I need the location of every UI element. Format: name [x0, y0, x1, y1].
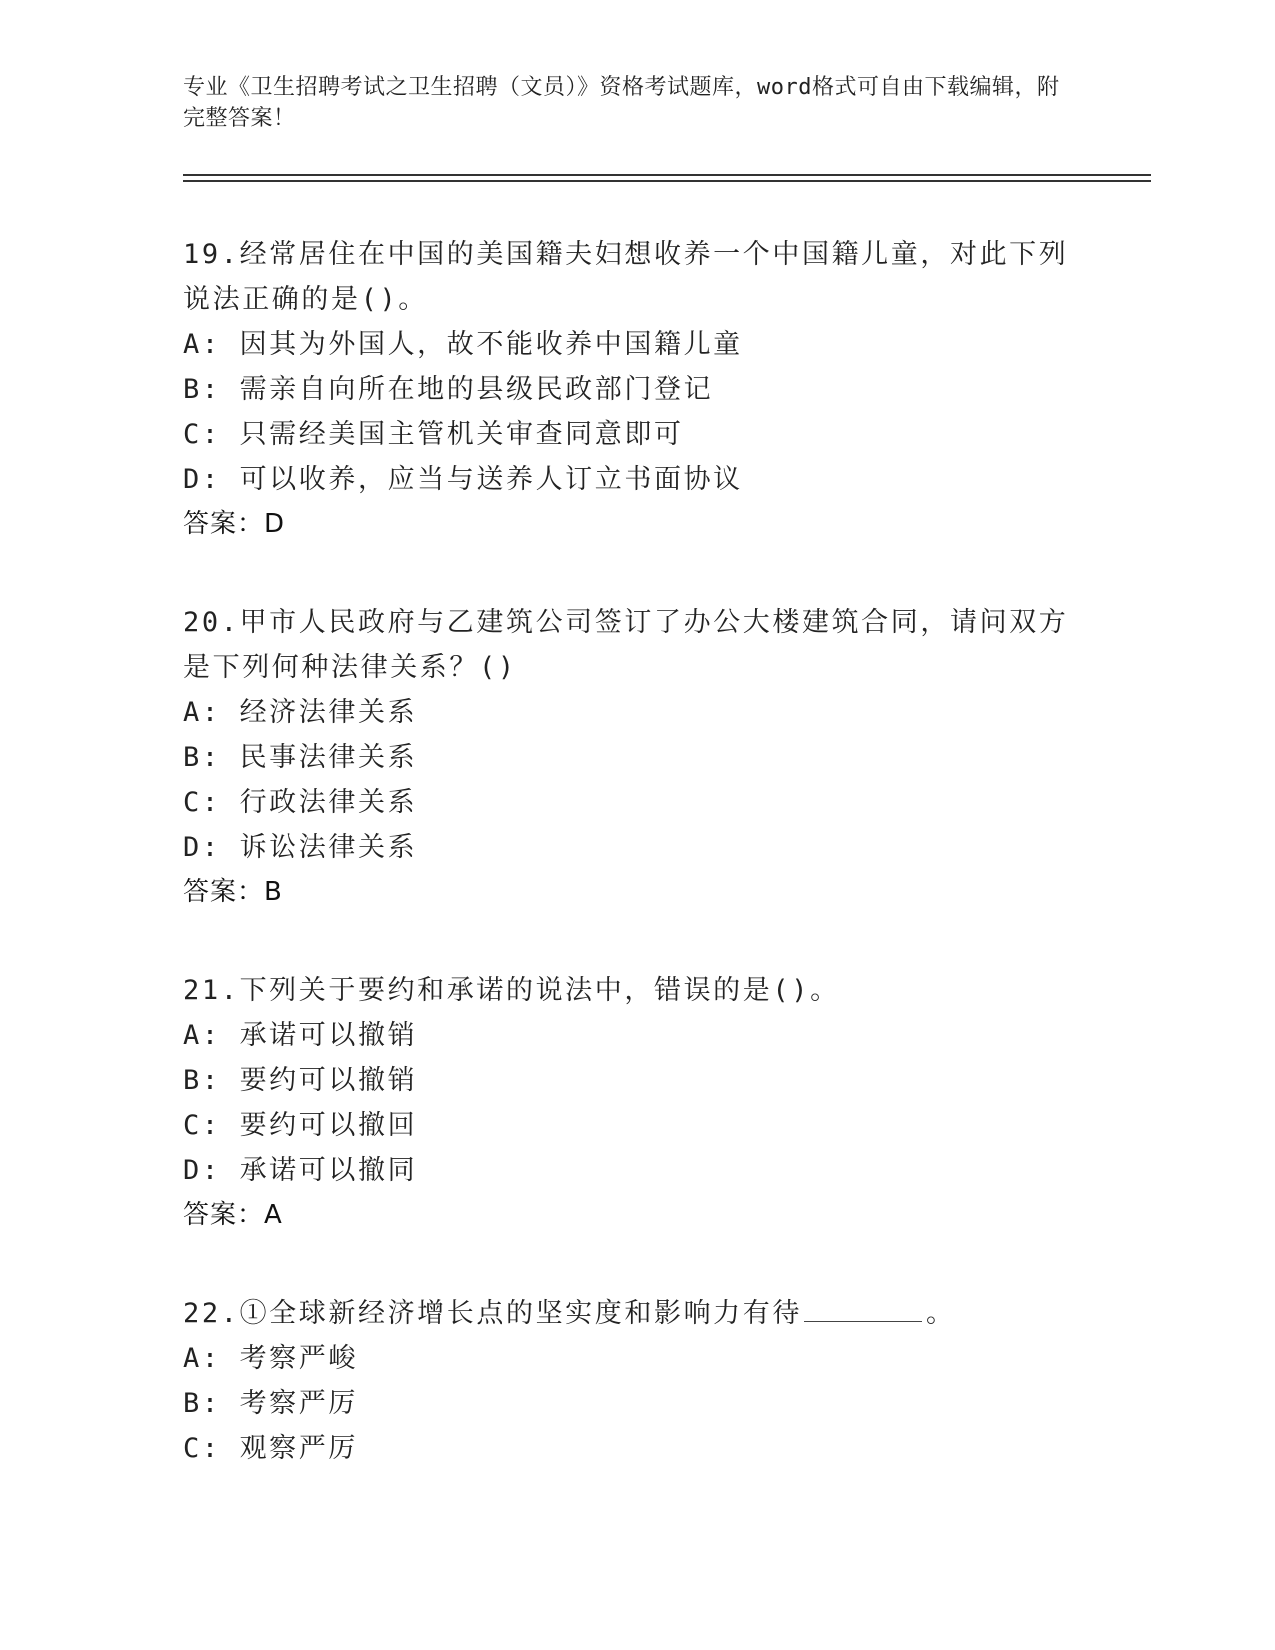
option-d: D: 诉讼法律关系: [183, 832, 418, 863]
question-title-end: 。: [925, 1298, 956, 1329]
option-a: A: 考察严峻: [183, 1343, 358, 1374]
option-d: D: 承诺可以撤同: [183, 1155, 418, 1186]
question-title: [183, 1291, 1083, 1336]
option-a: A: 经济法律关系: [183, 697, 418, 728]
option-b: B: 民事法律关系: [183, 742, 418, 773]
option-a: A: 因其为外国人，故不能收养中国籍儿童: [183, 329, 743, 360]
option-d: D: 可以收养，应当与送养人订立书面协议: [183, 464, 743, 495]
answer: 答案：D: [183, 509, 286, 539]
question-22: [183, 1291, 1083, 1471]
option-c: C: 只需经美国主管机关审查同意即可: [183, 419, 684, 450]
option-b: B: 需亲自向所在地的县级民政部门登记: [183, 374, 714, 405]
answer: 答案：B: [183, 877, 283, 907]
option-c: C: 行政法律关系: [183, 787, 418, 818]
fill-in-blank: [804, 1297, 922, 1322]
question-title: 19.经常居住在中国的美国籍夫妇想收养一个中国籍儿童，对此下列说法正确的是()。: [183, 239, 1069, 315]
document-header: 专业《卫生招聘考试之卫生招聘（文员）》资格考试题库，word格式可自由下载编辑，附完整答案！: [183, 75, 1060, 131]
question-title-text: 22.①全球新经济增长点的坚实度和影响力有待: [183, 1298, 802, 1329]
question-21: [183, 968, 1083, 1238]
question-20: [183, 600, 1083, 915]
option-b: B: 要约可以撤销: [183, 1065, 418, 1096]
option-c: C: 观察严厉: [183, 1433, 358, 1464]
question-title: 21.下列关于要约和承诺的说法中，错误的是()。: [183, 975, 840, 1006]
answer: 答案：A: [183, 1200, 283, 1230]
option-c: C: 要约可以撤回: [183, 1110, 418, 1141]
question-19: [183, 232, 1083, 547]
question-title: 20.甲市人民政府与乙建筑公司签订了办公大楼建筑合同，请问双方是下列何种法律关系？(): [183, 607, 1069, 683]
option-b: B: 考察严厉: [183, 1388, 358, 1419]
header-divider-bottom: [183, 180, 1151, 182]
option-a: A: 承诺可以撤销: [183, 1020, 418, 1051]
header-divider-top: [183, 174, 1151, 176]
question-list: [183, 232, 1083, 1471]
